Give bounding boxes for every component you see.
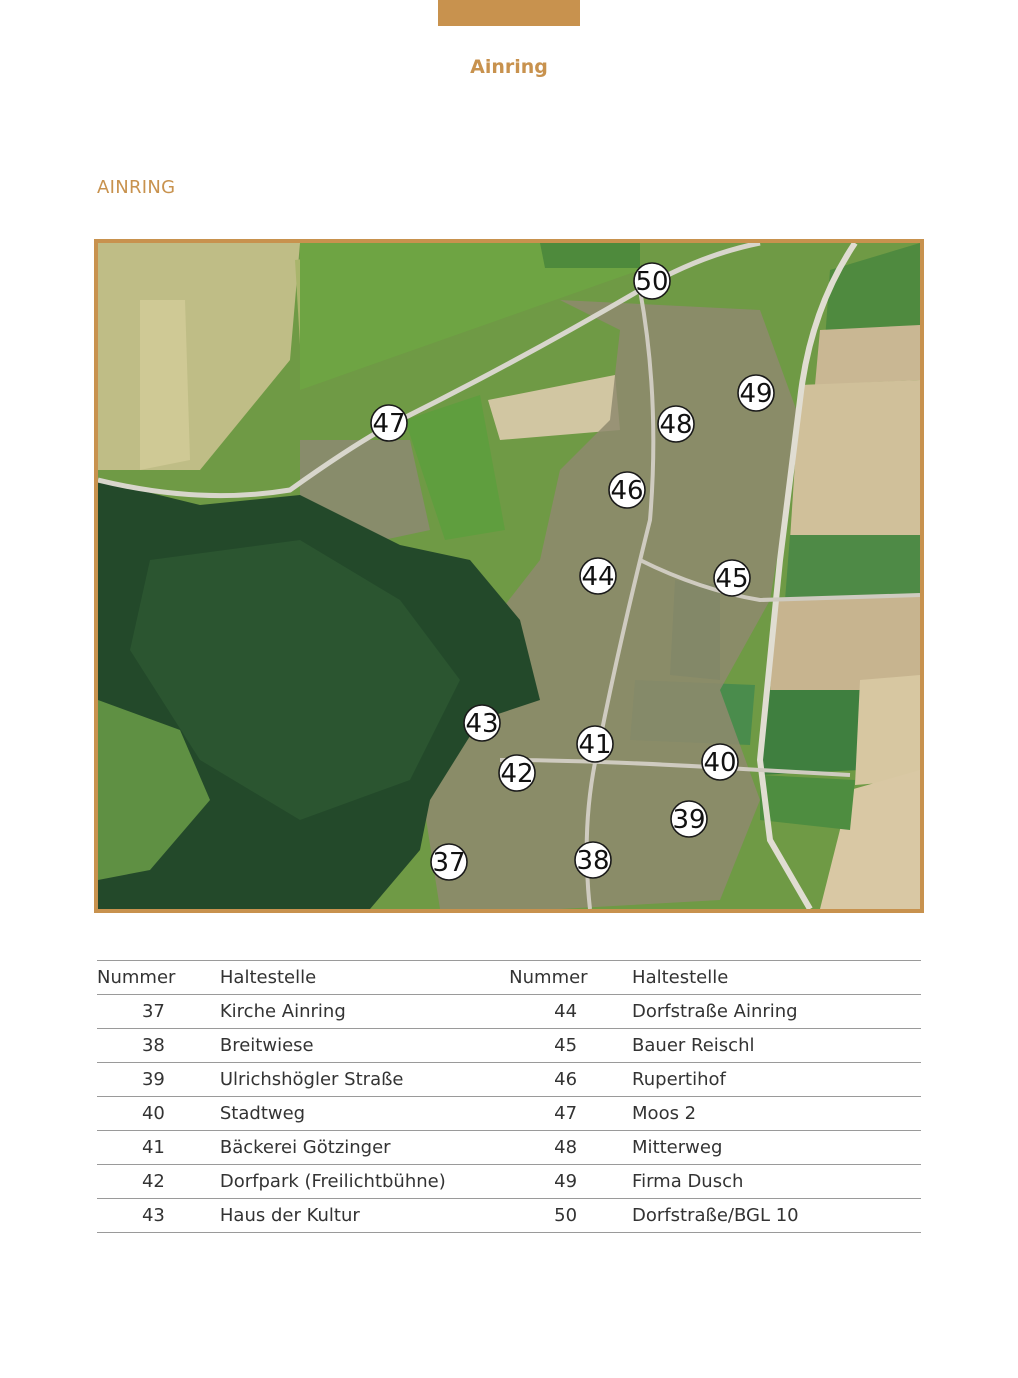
stop-marker-38[interactable]: [575, 842, 611, 878]
stop-marker-label: 41: [578, 730, 612, 760]
page-title: Ainring: [470, 56, 548, 78]
stop-name: Dorfpark (Freilichtbühne): [210, 1165, 509, 1199]
header-number-left: Nummer: [97, 961, 210, 995]
stop-marker-39[interactable]: [671, 801, 707, 837]
stops-table: [97, 960, 921, 1233]
stop-marker-47[interactable]: [371, 405, 407, 441]
stop-marker-label: 45: [715, 564, 749, 594]
stop-marker-43[interactable]: [464, 705, 500, 741]
stop-number: 48: [509, 1131, 622, 1165]
header-number-right: Nummer: [509, 961, 622, 995]
stop-number: 40: [97, 1097, 210, 1131]
stop-name: Haus der Kultur: [210, 1199, 509, 1233]
stop-name: Stadtweg: [210, 1097, 509, 1131]
header-stop-right: Haltestelle: [622, 961, 921, 995]
stop-marker-label: 47: [372, 409, 406, 439]
stop-number: 39: [97, 1063, 210, 1097]
stop-number: 46: [509, 1063, 622, 1097]
stop-number: 50: [509, 1199, 622, 1233]
stop-marker-label: 49: [739, 379, 773, 409]
table-row: [97, 1199, 921, 1233]
stop-number: 44: [509, 995, 622, 1029]
stop-name: Ulrichshögler Straße: [210, 1063, 509, 1097]
aerial-map-image: [98, 243, 920, 909]
stop-marker-49[interactable]: [738, 375, 774, 411]
stop-name: Bauer Reischl: [622, 1029, 921, 1063]
stop-marker-41[interactable]: [577, 726, 613, 762]
stop-marker-label: 37: [432, 848, 466, 878]
table-row: [97, 1131, 921, 1165]
stop-name: Kirche Ainring: [210, 995, 509, 1029]
header-tab-decoration: [438, 0, 580, 26]
stop-number: 43: [97, 1199, 210, 1233]
stop-marker-37[interactable]: [431, 844, 467, 880]
stop-name: Moos 2: [622, 1097, 921, 1131]
table-header-row: [97, 961, 921, 995]
stop-name: Mitterweg: [622, 1131, 921, 1165]
stop-marker-48[interactable]: [658, 406, 694, 442]
stop-number: 38: [97, 1029, 210, 1063]
stop-marker-40[interactable]: [702, 744, 738, 780]
stop-name: Dorfstraße Ainring: [622, 995, 921, 1029]
table-row: [97, 1063, 921, 1097]
stop-number: 42: [97, 1165, 210, 1199]
stop-marker-label: 50: [635, 267, 669, 297]
stop-marker-label: 44: [581, 562, 615, 592]
stop-name: Bäckerei Götzinger: [210, 1131, 509, 1165]
stop-marker-label: 38: [576, 846, 610, 876]
stop-marker-44[interactable]: [580, 558, 616, 594]
stop-name: Breitwiese: [210, 1029, 509, 1063]
stop-marker-42[interactable]: [499, 755, 535, 791]
stop-number: 49: [509, 1165, 622, 1199]
stop-marker-label: 42: [500, 759, 534, 789]
table-row: [97, 1165, 921, 1199]
stop-name: Firma Dusch: [622, 1165, 921, 1199]
stop-marker-46[interactable]: [609, 472, 645, 508]
stop-name: Rupertihof: [622, 1063, 921, 1097]
stop-marker-label: 40: [703, 748, 737, 778]
stop-marker-label: 43: [465, 709, 499, 739]
stop-number: 41: [97, 1131, 210, 1165]
table-row: [97, 1097, 921, 1131]
stop-marker-45[interactable]: [714, 560, 750, 596]
stop-name: Dorfstraße/BGL 10: [622, 1199, 921, 1233]
stop-marker-label: 46: [610, 476, 644, 506]
table-row: [97, 1029, 921, 1063]
stop-number: 45: [509, 1029, 622, 1063]
header-stop-left: Haltestelle: [210, 961, 509, 995]
stop-marker-label: 39: [672, 805, 706, 835]
stop-number: 47: [509, 1097, 622, 1131]
section-heading: AINRING: [97, 177, 176, 198]
stop-number: 37: [97, 995, 210, 1029]
stop-marker-50[interactable]: [634, 263, 670, 299]
stop-marker-label: 48: [659, 410, 693, 440]
table-row: [97, 995, 921, 1029]
aerial-map[interactable]: [94, 239, 924, 913]
